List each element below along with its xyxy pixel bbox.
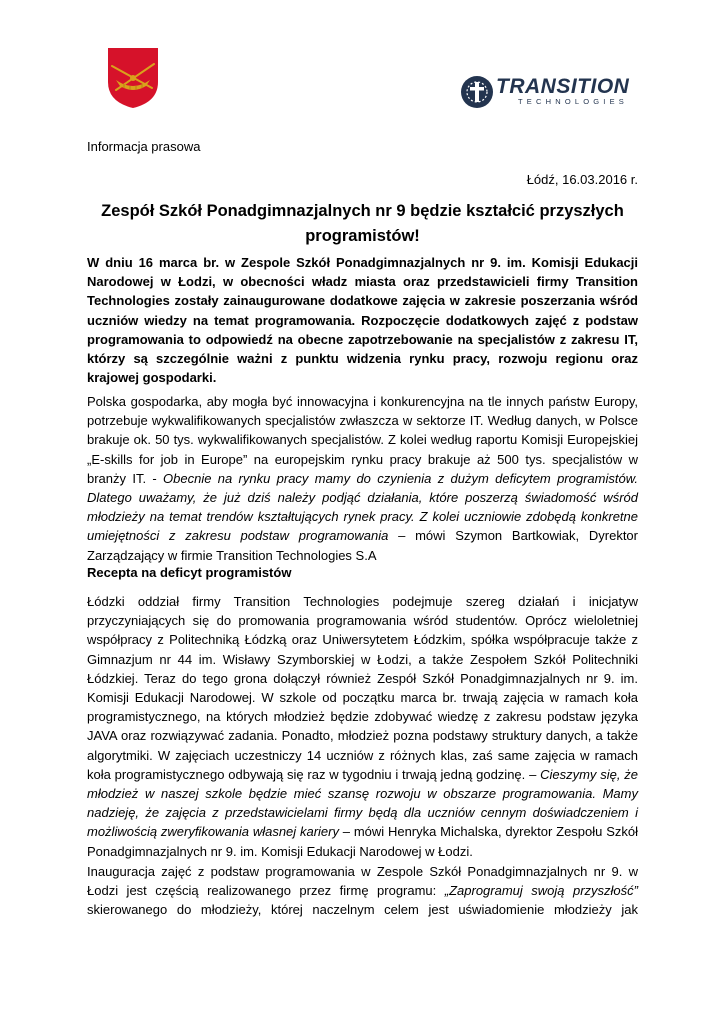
- paragraph-3-continuation: skierowanego do młodzieży, której naczelnym celem jest uświadomienie młodzieży jak: [87, 902, 638, 918]
- document-title: Zespół Szkół Ponadgimnazjalnych nr 9 będzie kształcić przyszłych programistów!: [101, 202, 624, 245]
- lodz-coat-of-arms-icon: [106, 44, 160, 110]
- document-date: Łódź, 16.03.2016 r.: [526, 172, 638, 187]
- paragraph-3: [87, 862, 638, 920]
- transition-technologies-logo-icon: [460, 74, 496, 110]
- paragraph-1-text: Polska gospodarka, aby mogła być innowacyjna i konkurencyjna na tle innych państw Europy, potrzebuje wykwalifikowanych specjalistów zwłaszcza w sektorze IT. Według danych, w Polsce brakuje ok. 50 tys. wykwalifikowanych specjalistów. Z kolei według raportu Komisji Europejskiej „E-skills for job in Europe” na europejskim rynku pracy brakuje aż 500 tys. specjalistów w branży IT. -: [87, 394, 638, 486]
- paragraph-3-quote: „Zaprogramuj swoją przyszłość”: [444, 883, 638, 899]
- paragraph-1-attribution: – mówi Szymon Bartkowiak, Dyrektor Zarządzający w firmie Transition Technologies S.A: [87, 528, 638, 563]
- paragraph-2: [87, 592, 638, 861]
- lead-paragraph: W dniu 16 marca br. w Zespole Szkół Ponadgimnazjalnych nr 9. im. Komisji Edukacji Narodowej w Łodzi, w obecności władz miasta oraz przedstawicieli firmy Transition Technologies zostały zainaugurowane dodatkowe zajęcia w zakresie poszerzania wśród uczniów wiedzy na temat programowania. Rozpoczęcie dodatkowych zajęć z podstaw programowania to odpowiedź na obecne zapotrzebowanie na specjalistów z zakresu IT, którzy są szczególnie ważni z punktu widzenia rynku pracy, rozwoju regionu oraz krajowej gospodarki.: [87, 255, 638, 386]
- paragraph-2-quote: – Cieszymy się, że młodzież w naszej szkole będzie mieć szansę rozwoju w obszarze programowania. Mamy nadzieję, że zajęcia z przedstawicielami firmy będą dla uczniów cennym doświadczeniem i możliwością zweryfikowania własnej kariery: [87, 766, 638, 840]
- paragraph-3-text: Inauguracja zajęć z podstaw programowania w Zespole Szkół Ponadgimnazjalnych nr 9. w Łodzi jest częścią realizowanego przez firmę programu:: [87, 864, 638, 899]
- paragraph-1-quote: Obecnie na rynku pracy mamy do czynienia z dużym deficytem programistów. Dlatego uważamy, że już dziś należy podjąć działania, które poszerzą świadomość wśród młodzieży na temat trendów kształtujących rynek pracy. Z kolei uczniowie zdobędą konkretne umiejętności z zakresu podstaw programowania: [87, 470, 638, 544]
- transition-technologies-logo: [460, 74, 640, 110]
- press-label: Informacja prasowa: [87, 139, 201, 154]
- logo-subtitle: TECHNOLOGIES: [518, 97, 628, 106]
- paragraph-2-text: Łódzki oddział firmy Transition Technologies podejmuje szereg działań i inicjatyw przyczyniających się do promowania programowania wśród studentów. Oprócz wieloletniej współpracy z Politechniką Łódzką oraz Uniwersytetem Łódzkim, spółka współpracuje także z Gimnazjum nr 44 im. Wisławy Szymborskiej w Łodzi, a także Zespołem Szkół Politechniki Łódzkiej. Teraz do tego grona dołączył również Zespół Szkół Ponadgimnazjalnych nr 9. im. Komisji Edukacji Narodowej. W szkole od początku marca br. trwają zajęcia w ramach koła programistycznego, na których młodzież będzie zdobywać wiedzę z zakresu podstaw języka JAVA oraz rozwiązywać zadania. Ponadto, młodzież pozna podstawy struktury danych, a także algorytmiki. W zajęciach uczestniczy 14 uczniów z różnych klas, zaś same zajęcia w ramach koła programistycznego odbywają się raz w tygodniu i trwają jedną godzinę.: [87, 594, 638, 782]
- paragraph-2-attribution: – mówi Henryka Michalska, dyrektor Zespołu Szkół Ponadgimnazjalnych nr 9. im. Komisji Edukacji Narodowej w Łodzi.: [87, 824, 638, 859]
- paragraph-1: [87, 392, 638, 565]
- section-heading: Recepta na deficyt programistów: [87, 565, 292, 580]
- logo-wordmark: TRANSITION: [496, 75, 630, 98]
